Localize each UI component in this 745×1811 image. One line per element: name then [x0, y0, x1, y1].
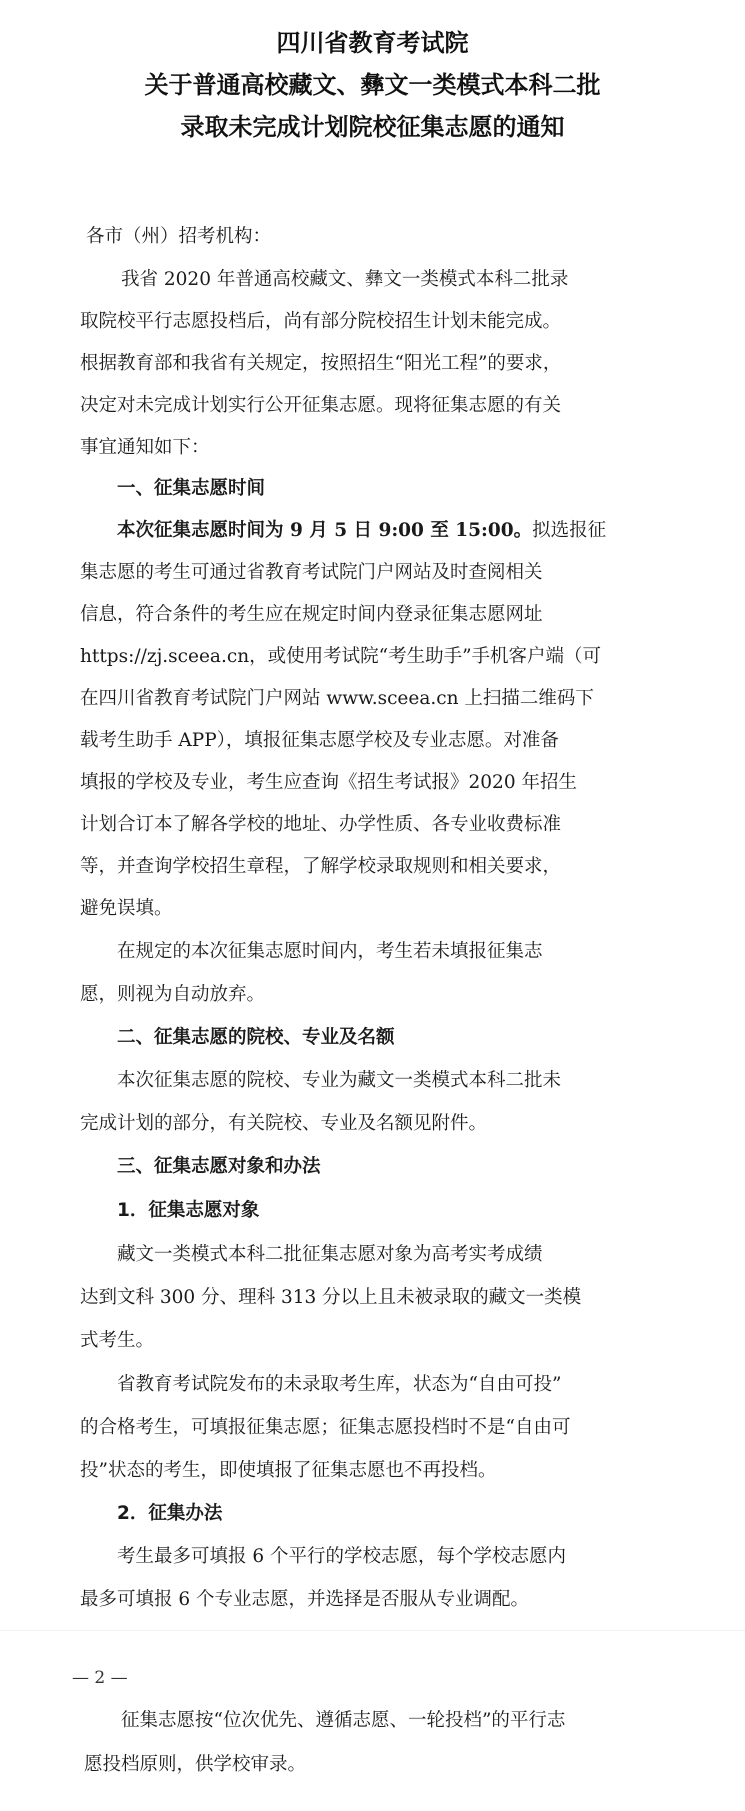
page-divider	[0, 1630, 745, 1631]
section-1-line: 避免误填。	[80, 898, 173, 919]
document-title	[0, 22, 745, 148]
section-1-line: 填报的学校及专业，考生应查询《招生考试报》2020 年招生	[80, 772, 577, 793]
intro-line: 取院校平行志愿投档后，尚有部分院校招生计划未能完成。	[80, 311, 562, 332]
section-3-line: 考生最多可填报 6 个平行的学校志愿，每个学校志愿内	[117, 1546, 567, 1567]
section-1-text: 拟选报征	[532, 520, 607, 541]
section-3-line: 藏文一类模式本科二批征集志愿对象为高考实考成绩	[117, 1244, 543, 1265]
title-line-3: 录取未完成计划院校征集志愿的通知	[180, 113, 565, 141]
section-3-line: 的合格考生，可填报征集志愿；征集志愿投档时不是“自由可	[80, 1417, 571, 1438]
time-statement: 本次征集志愿时间为 9 月 5 日 9:00 至 15:00。	[117, 520, 533, 541]
intro-line: 事宜通知如下：	[80, 437, 210, 458]
intro-line: 根据教育部和我省有关规定，按照招生“阳光工程”的要求，	[80, 353, 562, 374]
section-2-line: 本次征集志愿的院校、专业为藏文一类模式本科二批未	[117, 1070, 562, 1091]
section-1-line: 集志愿的考生可通过省教育考试院门户网站及时查阅相关	[80, 562, 543, 583]
next-page-line: 征集志愿按“位次优先、遵循志愿、一轮投档”的平行志	[121, 1710, 566, 1731]
section-1-line: https://zj.sceea.cn，或使用考试院“考生助手”手机客户端（可	[80, 646, 602, 667]
section-3-line: 达到文科 300 分、理科 313 分以上且未被录取的藏文一类模	[80, 1287, 582, 1308]
next-page-line: 愿投档原则，供学校审录。	[84, 1754, 307, 1775]
section-2-heading: 二、征集志愿的院校、专业及名额	[117, 1027, 395, 1048]
intro-line: 我省 2020 年普通高校藏文、彝文一类模式本科二批录	[121, 269, 569, 290]
section-1-heading: 一、征集志愿时间	[117, 478, 266, 499]
page-number: — 2 —	[72, 1668, 128, 1688]
section-3-line: 投”状态的考生，即使填报了征集志愿也不再投档。	[80, 1460, 497, 1481]
section-1-line: 计划合订本了解各学校的地址、办学性质、各专业收费标准	[80, 814, 562, 835]
section-1-line: 愿，则视为自动放弃。	[80, 984, 266, 1005]
section-3-line: 省教育考试院发布的未录取考生库，状态为“自由可投”	[117, 1374, 562, 1395]
subsection-2-heading: 2．征集办法	[117, 1503, 223, 1524]
subsection-1-heading: 1．征集志愿对象	[117, 1200, 260, 1221]
section-1-line: 等，并查询学校招生章程，了解学校录取规则和相关要求，	[80, 856, 562, 877]
title-line-2: 关于普通高校藏文、彝文一类模式本科二批	[144, 71, 601, 99]
section-3-line: 式考生。	[80, 1330, 155, 1351]
section-1-line: 在四川省教育考试院门户网站 www.sceea.cn 上扫描二维码下	[80, 688, 594, 709]
section-1-line: 信息，符合条件的考生应在规定时间内登录征集志愿网址	[80, 604, 543, 625]
intro-line: 决定对未完成计划实行公开征集志愿。现将征集志愿的有关	[80, 395, 562, 416]
section-2-line: 完成计划的部分，有关院校、专业及名额见附件。	[80, 1113, 488, 1134]
salutation: 各市（州）招考机构：	[86, 226, 272, 247]
section-1-line: 载考生助手 APP），填报征集志愿学校及专业志愿。对准备	[80, 730, 559, 751]
section-3-heading: 三、征集志愿对象和办法	[117, 1156, 321, 1177]
section-1-line	[117, 516, 606, 542]
title-line-1: 四川省教育考试院	[276, 29, 469, 57]
section-1-line: 在规定的本次征集志愿时间内，考生若未填报征集志	[117, 941, 543, 962]
section-3-line: 最多可填报 6 个专业志愿，并选择是否服从专业调配。	[80, 1589, 530, 1610]
